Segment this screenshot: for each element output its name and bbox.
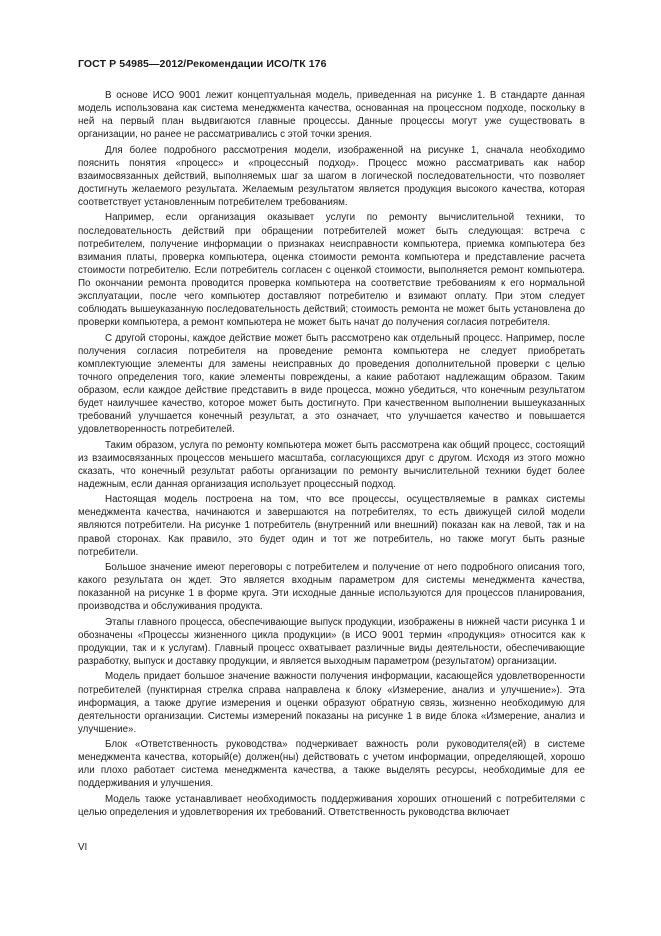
- document-body: [78, 89, 585, 821]
- paragraph: Для более подробного рассмотрения модели, изображенной на рисунке 1, сначала необходимо пояснить понятия «процесс» и «процессный подход». Процесс можно рассматривать как набор взаимосвязанных действий, выполняемых шаг за шагом в логической последовательности, что позволяет достигнуть желаемого результата. Желаемым результатом является продукция высокого качества, которая соответствует установленным потребителем требованиям.: [78, 144, 585, 209]
- paragraph: Модель придает большое значение важности получения информации, касающейся удовлетворенности потребителей (пунктирная стрелка справа направлена к блоку «Измерение, анализ и улучшение»). Эта информация, а также другие измерения и оценки образуют обратную связь, жизненно необходимую для деятельности организации. Системы измерений показаны на рисунке 1 в виде блока «Измерение, анализ и улучшение».: [78, 671, 585, 735]
- paragraph: Например, если организация оказывает услуги по ремонту вычислительной техники, то последовательность действий при обращении потребителей может быть следующая: встреча с потребителем, получение информации о признаках неисправности компьютера, приемка компьютера без взимания платы, проверка компьютера, оценка стоимости ремонта компьютера и представление расчета стоимости потребителю. Если потребитель согласен с оценкой стоимости, выполняется ремонт компьютера. По окончании ремонта проводится проверка компьютера на соответствие требованиям к его нормальной эксплуатации, после чего компьютер доставляют потребителю и взимают оплату. При этом следует соблюдать вышеуказанную последовательность действий; стоимость ремонта не может быть установлена до проверки компьютера, а ремонт компьютера не может быть начат до получения согласия потребителя.: [78, 212, 585, 329]
- paragraph: Блок «Ответственность руководства» подчеркивает важность роли руководителя(ей) в системе менеджмента качества, который(е) должен(ны) действовать с учетом информации, определяющей, хорошо или плохо работает система менеджмента качества, а также выделять ресурсы, необходимые для ее поддерживания и улучшения.: [78, 739, 585, 790]
- paragraph: Модель также устанавливает необходимость поддерживания хороших отношений с потребителями с целью определения и удовлетворения их требований. Ответственность руководства включает: [78, 793, 585, 818]
- page-number: VI: [78, 842, 88, 853]
- paragraph: Большое значение имеют переговоры с потребителем и получение от него подробного описания того, какого результата он ждет. Это является входным параметром для системы менеджмента качества, показанной на рисунке 1 в форме круга. Эти исходные данные используются для процессов планирования, производства и обслуживания продукта.: [78, 562, 585, 613]
- paragraph: В основе ИСО 9001 лежит концептуальная модель, приведенная на рисунке 1. В стандарте данная модель использована как система менеджмента качества, основанная на процессном подходе, поскольку в ней на первый план выдвигаются главные процессы. Данные процессы могут уже существовать в организации, но ранее не рассматривались с этой точки зрения.: [78, 90, 585, 141]
- document-header: ГОСТ Р 54985—2012/Рекомендации ИСО/ТК 176: [78, 58, 327, 70]
- paragraph: Таким образом, услуга по ремонту компьютера может быть рассмотрена как общий процесс, состоящий из взаимосвязанных процессов меньшего масштаба, согласующихся друг с другом. Исходя из этого можно сказать, что конечный результат работы организации по ремонту вычислительной техники будет более надежным, если данная организация использует процессный подход.: [78, 439, 585, 490]
- paragraph: Настоящая модель построена на том, что все процессы, осуществляемые в рамках системы менеджмента качества, начинаются и завершаются на потребителях, то есть движущей силой модели являются потребители. На рисунке 1 потребитель (внутренний или внешний) показан как на левой, так и на правой сторонах. Как правило, это будет один и тот же потребитель, но также могут быть разные потребители.: [78, 494, 585, 558]
- paragraph: С другой стороны, каждое действие может быть рассмотрено как отдельный процесс. Например, после получения согласия потребителя на проведение ремонта компьютера не следует приобретать комплектующие элементы для замены неисправных до проведения дополнительной проверки с целью точного определения того, какие элементы повреждены, а какие работают надлежащим образом. Таким образом, если каждое действие представить в виде процесса, можно убедиться, что конечным результатом будет наилучшее качество, которое может быть достигнуто. При качественном выполнении вышеуказанных требований улучшается конечный результат, а это означает, что улучшается качество и повышается удовлетворенность потребителей.: [78, 332, 585, 436]
- paragraph: Этапы главного процесса, обеспечивающие выпуск продукции, изображены в нижней части рисунка 1 и обозначены «Процессы жизненного цикла продукции» (в ИСО 9001 термин «продукция» относится как к продукции, так и к услугам). Главный процесс охватывает различные виды деятельности, обеспечивающие разработку, выпуск и доставку продукции, и является выходным параметром (результатом) организации.: [78, 616, 585, 668]
